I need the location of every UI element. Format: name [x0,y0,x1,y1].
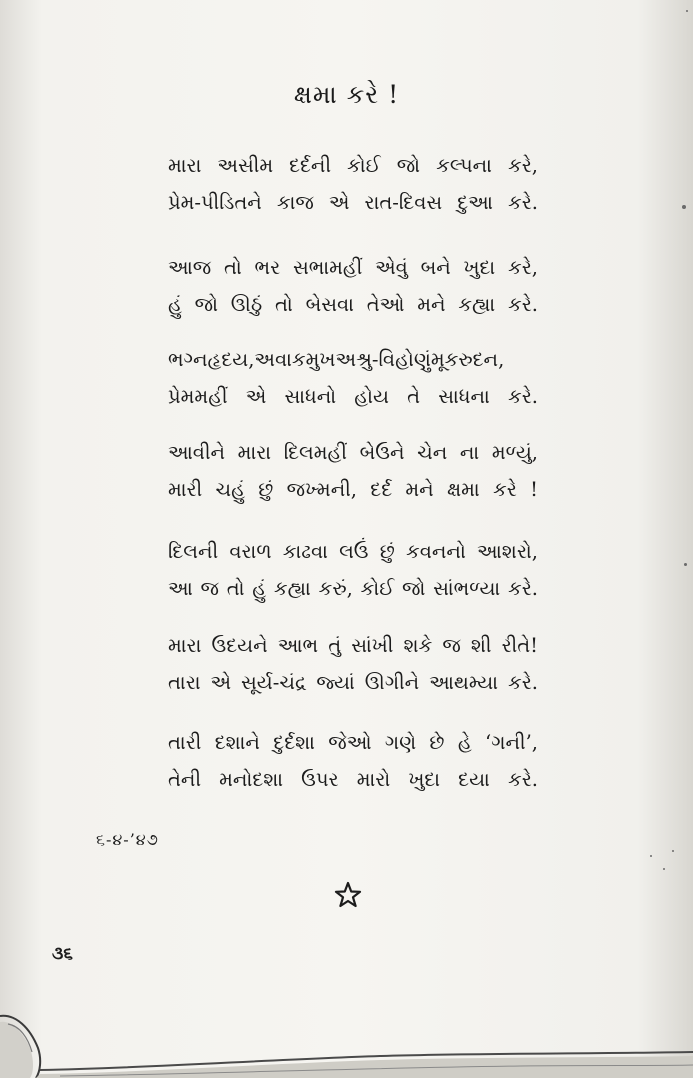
star-outline-icon [333,880,363,910]
poem-line: ભગ્નહૃદય,અવાકમુખઅશ્રુ-વિહોણુંમૂકરુદન, [168,348,505,371]
paper-speck [663,868,665,870]
paper-speck [684,563,687,566]
poem-line: મારી ચહું છું જખ્મની, દર્દ મને ક્ષમા કરે ! [168,478,538,501]
poem-line: પ્રેમ-પીડિતને કાજ એ રાત-દિવસ દુઆ કરે. [168,191,538,214]
poem-date: ૬-૪-’૪૭ [96,830,159,849]
poem-line: હું જો ઊઠું તો બેસવા તેઓ મને કહ્યા કરે. [168,293,538,316]
page-number: ૩૬ [52,944,73,964]
paper-speck [650,855,652,857]
poem-title: ક્ષમા કરે ! [293,80,400,109]
stanza-5 [168,533,538,607]
paper-speck [672,850,674,852]
stanza-6 [168,627,538,701]
stanza-7 [168,724,538,798]
page-bottom-edge [0,990,693,1078]
poem-line: તારા એ સૂર્ય-ચંદ્ર જ્યાં ઊગીને આથમ્યા કરે. [168,671,538,694]
poem-line: આવીને મારા દિલમહીં બેઉને ચેન ના મળ્યું, [168,441,538,464]
poem-line: આ જ તો હું કહ્યા કરું, કોઈ જો સાંભળ્યા કરે. [168,577,538,600]
stanza-3 [168,341,538,415]
poem-line: મારા ઉદયને આભ તું સાંખી શકે જ શી રીતે! [168,634,538,657]
stanza-1 [168,147,538,221]
poem-line: તારી દશાને દુર્દશા જેઓ ગણે છે હે ‘ગની’, [168,731,538,754]
poem-line: આજ તો ભર સભામહીં એવું બને ખુદા કરે, [168,256,538,279]
paper-speck [686,10,688,12]
paper-speck [682,205,686,209]
stanza-2 [168,249,538,323]
poem-line: પ્રેમમહીં એ સાધનો હોય તે સાધના કરે. [168,385,538,408]
stanza-4 [168,434,538,508]
poem-line: તેની મનોદશા ઉપર મારો ખુદા દયા કરે. [168,768,538,791]
poem-line: મારા અસીમ દર્દની કોઈ જો કલ્પના કરે, [168,154,538,177]
poem-line: દિલની વરાળ કાઢવા લઉં છું કવનનો આશરો, [168,540,538,563]
